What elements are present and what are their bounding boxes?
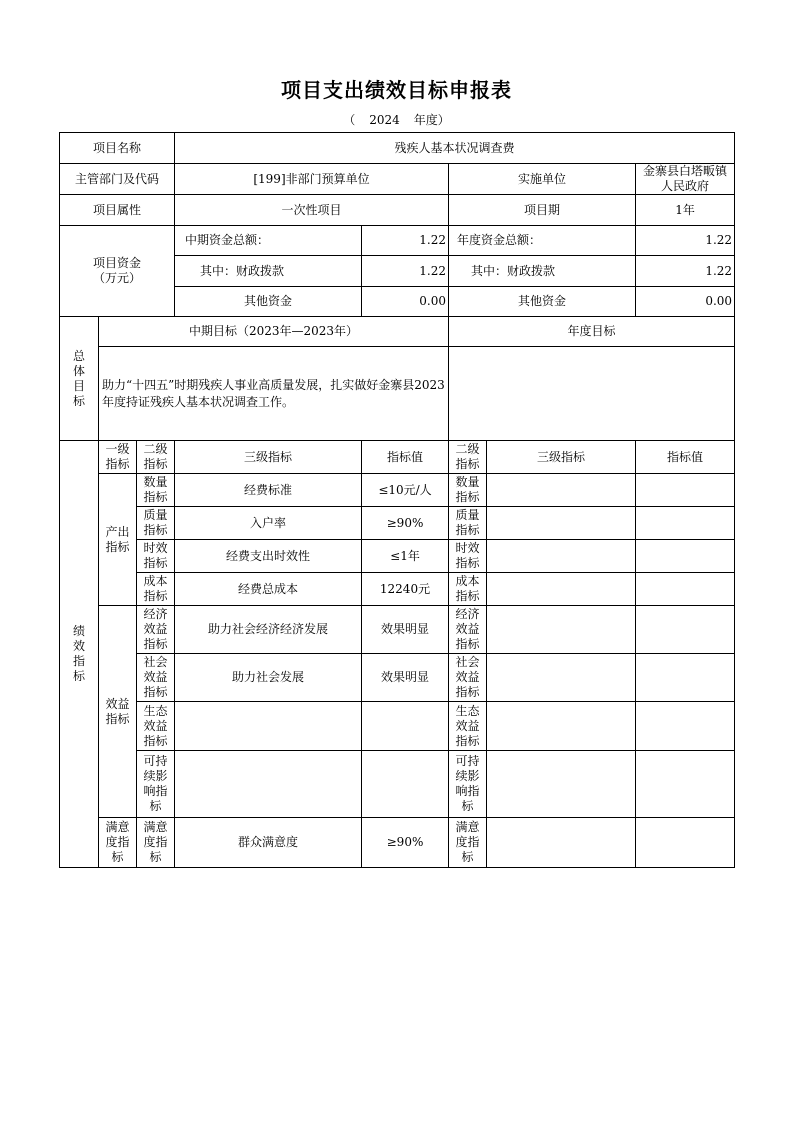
- mid-total-label: 中期资金总额：: [175, 226, 362, 256]
- level2-cell-year: 生态 效益 指标: [449, 702, 487, 751]
- level3-cell: 助力社会经济经济发展: [175, 606, 362, 654]
- output-indicator-label: 产出 指标: [99, 474, 137, 606]
- attribute-value: 一次性项目: [175, 195, 449, 226]
- level3-cell-year: [487, 751, 636, 818]
- level3-cell: 经费标准: [175, 474, 362, 507]
- mid-other-value: 0.00: [362, 287, 449, 317]
- level2-cell: 满意 度指 标: [137, 818, 175, 868]
- form-title: 项目支出绩效目标申报表: [281, 78, 512, 102]
- mid-other-label: 其他资金: [175, 287, 362, 317]
- level2-cell: 数量 指标: [137, 474, 175, 507]
- table-row: [60, 751, 735, 818]
- row-department: [60, 164, 735, 195]
- satisfaction-indicator-label: 满意 度指 标: [99, 818, 137, 868]
- level3-cell-year: [487, 540, 636, 573]
- level2-cell: 成本 指标: [137, 573, 175, 606]
- mid-goal-text: 助力“十四五”时期残疾人事业高质量发展，扎实做好金寨县2023年度持证残疾人基本状况调查工作。: [99, 347, 449, 441]
- level2-cell: 生态 效益 指标: [137, 702, 175, 751]
- level2-cell: 质量 指标: [137, 507, 175, 540]
- value-cell-year: [636, 751, 735, 818]
- header-value: 指标值: [362, 441, 449, 474]
- value-cell: [362, 702, 449, 751]
- mid-goal-header: 中期目标（2023年—2023年）: [99, 317, 449, 347]
- year-other-value: 0.00: [636, 287, 735, 317]
- value-cell: ≤1年: [362, 540, 449, 573]
- level3-cell: [175, 702, 362, 751]
- value-cell-year: [636, 606, 735, 654]
- level3-cell: 群众满意度: [175, 818, 362, 868]
- level2-cell-year: 时效 指标: [449, 540, 487, 573]
- attribute-label: 项目属性: [60, 195, 175, 226]
- funds-label: 项目资金 （万元）: [60, 226, 175, 317]
- level3-cell-year: [487, 654, 636, 702]
- level3-cell-year: [487, 818, 636, 868]
- benefit-indicator-label: 效益 指标: [99, 606, 137, 818]
- mid-total-value: 1.22: [362, 226, 449, 256]
- value-cell-year: [636, 474, 735, 507]
- row-funds-total: [60, 226, 735, 256]
- header-level1: 一级 指标: [99, 441, 137, 474]
- year-open: （: [343, 113, 356, 127]
- level2-cell-year: 数量 指标: [449, 474, 487, 507]
- level3-cell-year: [487, 606, 636, 654]
- department-label: 主管部门及代码: [60, 164, 175, 195]
- level2-cell: 经济 效益 指标: [137, 606, 175, 654]
- level3-cell-year: [487, 702, 636, 751]
- impl-unit-value: 金寨县白塔畈镇 人民政府: [636, 164, 735, 195]
- year-fiscal-value: 1.22: [636, 256, 735, 287]
- value-cell: ≥90%: [362, 818, 449, 868]
- value-cell: ≤10元/人: [362, 474, 449, 507]
- year-other-label: 其他资金: [449, 287, 636, 317]
- year-goal-text: [449, 347, 735, 441]
- table-row: [60, 474, 735, 507]
- level2-cell: 时效 指标: [137, 540, 175, 573]
- value-cell-year: [636, 702, 735, 751]
- year-total-value: 1.22: [636, 226, 735, 256]
- project-name-label: 项目名称: [60, 133, 175, 164]
- row-project-name: [60, 133, 735, 164]
- year-total-label: 年度资金总额：: [449, 226, 636, 256]
- header-level3: 三级指标: [175, 441, 362, 474]
- period-label: 项目期: [449, 195, 636, 226]
- value-cell: 效果明显: [362, 606, 449, 654]
- value-cell-year: [636, 573, 735, 606]
- impl-unit-label: 实施单位: [449, 164, 636, 195]
- level3-cell-year: [487, 573, 636, 606]
- value-cell-year: [636, 507, 735, 540]
- level2-cell-year: 成本 指标: [449, 573, 487, 606]
- value-cell-year: [636, 540, 735, 573]
- year-fiscal-label: 其中：财政拨款: [449, 256, 636, 287]
- table-row: [60, 573, 735, 606]
- row-indicator-header: [60, 441, 735, 474]
- year-label: 年度）: [413, 113, 450, 127]
- level3-cell: 经费总成本: [175, 573, 362, 606]
- level3-cell-year: [487, 474, 636, 507]
- table-row: [60, 606, 735, 654]
- value-cell-year: [636, 818, 735, 868]
- performance-indicator-label: 绩 效 指 标: [60, 441, 99, 868]
- mid-fiscal-value: 1.22: [362, 256, 449, 287]
- header-level2: 二级 指标: [137, 441, 175, 474]
- value-cell-year: [636, 654, 735, 702]
- value-cell: ≥90%: [362, 507, 449, 540]
- header-level3-year: 三级指标: [487, 441, 636, 474]
- performance-form-table: [59, 132, 735, 868]
- level3-cell: [175, 751, 362, 818]
- table-row: [60, 702, 735, 751]
- table-row: [60, 654, 735, 702]
- year-goal-header: 年度目标: [449, 317, 735, 347]
- level2-cell-year: 满意 度指 标: [449, 818, 487, 868]
- overall-goal-label: 总 体 目 标: [60, 317, 99, 441]
- row-attribute: [60, 195, 735, 226]
- level2-cell-year: 社会 效益 指标: [449, 654, 487, 702]
- department-value: [199]非部门预算单位: [175, 164, 449, 195]
- value-cell: [362, 751, 449, 818]
- level3-cell: 助力社会发展: [175, 654, 362, 702]
- level2-cell: 可持 续影 响指 标: [137, 751, 175, 818]
- period-value: 1年: [636, 195, 735, 226]
- level3-cell-year: [487, 507, 636, 540]
- header-value-year: 指标值: [636, 441, 735, 474]
- value-cell: 12240元: [362, 573, 449, 606]
- header-level2-year: 二级 指标: [449, 441, 487, 474]
- level2-cell: 社会 效益 指标: [137, 654, 175, 702]
- level2-cell-year: 经济 效益 指标: [449, 606, 487, 654]
- table-row: [60, 818, 735, 868]
- table-row: [60, 507, 735, 540]
- level2-cell-year: 质量 指标: [449, 507, 487, 540]
- project-name-value: 残疾人基本状况调查费: [175, 133, 735, 164]
- level3-cell: 入户率: [175, 507, 362, 540]
- year-value: 2024: [369, 113, 400, 127]
- form-year: [0, 111, 793, 128]
- level2-cell-year: 可持 续影 响指 标: [449, 751, 487, 818]
- value-cell: 效果明显: [362, 654, 449, 702]
- row-goals-header: [60, 317, 735, 347]
- level3-cell: 经费支出时效性: [175, 540, 362, 573]
- row-goals-content: [60, 347, 735, 441]
- table-row: [60, 540, 735, 573]
- mid-fiscal-label: 其中：财政拨款: [175, 256, 362, 287]
